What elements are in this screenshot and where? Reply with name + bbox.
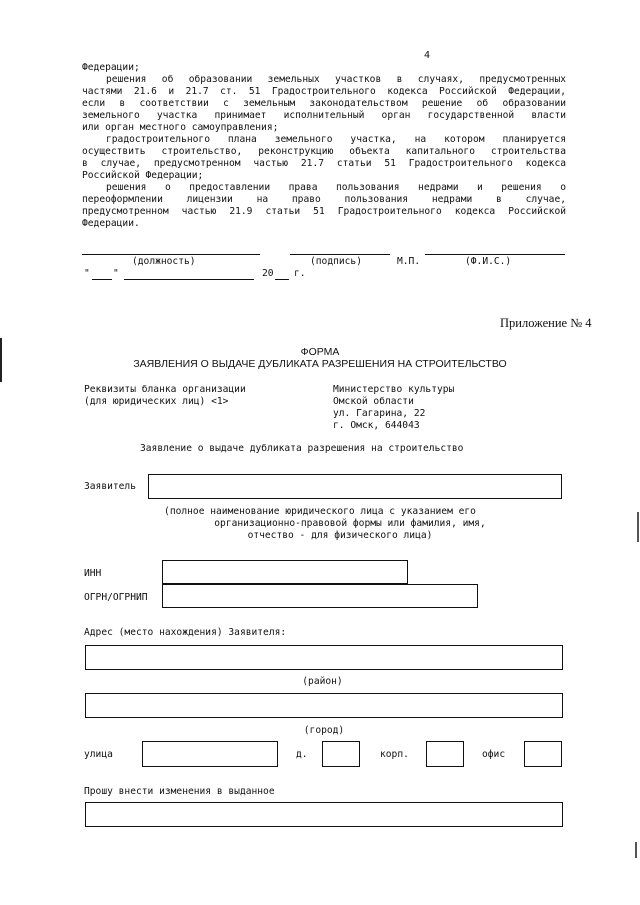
date-year-line[interactable] xyxy=(275,279,289,280)
building-label: корп. xyxy=(380,749,409,760)
applicant-hint-1: (полное наименование юридического лица с указанием его xyxy=(164,506,476,517)
street-label: улица xyxy=(84,749,113,760)
seal-label: М.П. xyxy=(397,256,421,267)
recipient-line-4: г. Омск, 644043 xyxy=(333,420,420,431)
ogrn-label: ОГРН/ОГРНИП xyxy=(84,592,148,603)
ogrn-field[interactable] xyxy=(162,584,478,608)
position-label: (должность) xyxy=(132,256,196,267)
house-field[interactable] xyxy=(322,741,360,767)
fio-line[interactable] xyxy=(425,254,565,255)
position-line[interactable] xyxy=(82,254,260,255)
inn-label: ИНН xyxy=(84,568,102,579)
street-field[interactable] xyxy=(142,741,278,767)
house-label: д. xyxy=(296,749,308,760)
text-line: если в соответствии с земельным законодательством решение об образовании xyxy=(82,98,566,109)
fio-label: (Ф.И.С.) xyxy=(465,256,512,267)
date-quote-open: " xyxy=(84,268,90,279)
district-hint: (район) xyxy=(302,676,343,687)
text-line: переоформлении лицензии на право пользования недрами в случае, xyxy=(82,194,566,205)
date-day-line[interactable] xyxy=(92,279,112,280)
requisites-line-2: (для юридических лиц) <1> xyxy=(84,396,229,407)
district-field[interactable] xyxy=(85,645,563,670)
text-line: Российской Федерации; xyxy=(82,170,204,181)
form-subtitle: ЗАЯВЛЕНИЯ О ВЫДАЧЕ ДУБЛИКАТА РАЗРЕШЕНИЯ НА СТРОИТЕЛЬСТВО xyxy=(133,358,507,370)
address-label: Адрес (место нахождения) Заявителя: xyxy=(84,627,287,638)
text-line: земельного участка принимает исполнительный орган государственной власти xyxy=(82,110,566,121)
changes-field[interactable] xyxy=(85,802,563,827)
recipient-line-1: Министерство культуры xyxy=(333,384,455,395)
text-line: градостроительного плана земельного участка, на котором планируется xyxy=(106,134,566,145)
scan-edge-mark xyxy=(637,512,639,542)
signature-label: (подпись) xyxy=(310,256,362,267)
year-prefix: 20 xyxy=(262,268,274,279)
date-month-line[interactable] xyxy=(124,279,254,280)
year-suffix: г. xyxy=(294,268,306,279)
recipient-line-2: Омской области xyxy=(333,396,414,407)
date-quote-close: " xyxy=(113,268,119,279)
office-field[interactable] xyxy=(524,741,562,767)
city-hint: (город) xyxy=(303,725,345,736)
changes-label: Прошу внести изменения в выданное xyxy=(84,786,275,797)
city-field[interactable] xyxy=(85,693,563,718)
applicant-field[interactable] xyxy=(148,474,562,499)
text-line: решения о предоставлении права пользования недрами и решения о xyxy=(106,182,566,193)
recipient-line-3: ул. Гагарина, 22 xyxy=(333,408,426,419)
inn-field[interactable] xyxy=(162,560,408,584)
text-line: осуществить строительство, реконструкцию объекта капитального строительства xyxy=(82,146,566,157)
text-line: решения об образовании земельных участков в случаях, предусмотренных xyxy=(106,74,566,85)
text-line: или орган местного самоуправления; xyxy=(82,122,279,133)
building-field[interactable] xyxy=(426,741,464,767)
text-line: предусмотренном частью 21.9 статьи 51 Градостроительного кодекса Российской xyxy=(82,206,566,217)
applicant-hint-3: отчество - для физического лица) xyxy=(247,530,433,541)
statement-title: Заявление о выдаче дубликата разрешения на строительство xyxy=(140,443,464,454)
form-label: ФОРМА xyxy=(300,346,340,358)
text-line: в случае, предусмотренном частью 21.7 статьи 51 Градостроительного кодекса xyxy=(82,158,566,169)
applicant-label: Заявитель xyxy=(84,481,136,492)
signature-line[interactable] xyxy=(290,254,390,255)
scan-edge-mark xyxy=(635,842,637,858)
requisites-line-1: Реквизиты бланка организации xyxy=(84,384,246,395)
page-number: 4 xyxy=(424,50,431,61)
text-line: Федерации. xyxy=(82,218,140,229)
scan-edge-mark xyxy=(0,338,2,382)
office-label: офис xyxy=(482,749,506,760)
text-line: частями 21.6 и 21.7 ст. 51 Градостроительного кодекса Российской Федерации, xyxy=(82,86,566,97)
applicant-hint-2: организационно-правовой формы или фамилия, имя, xyxy=(214,518,486,529)
text-line: Федерации; xyxy=(82,62,140,73)
appendix-title: Приложение № 4 xyxy=(500,316,592,330)
